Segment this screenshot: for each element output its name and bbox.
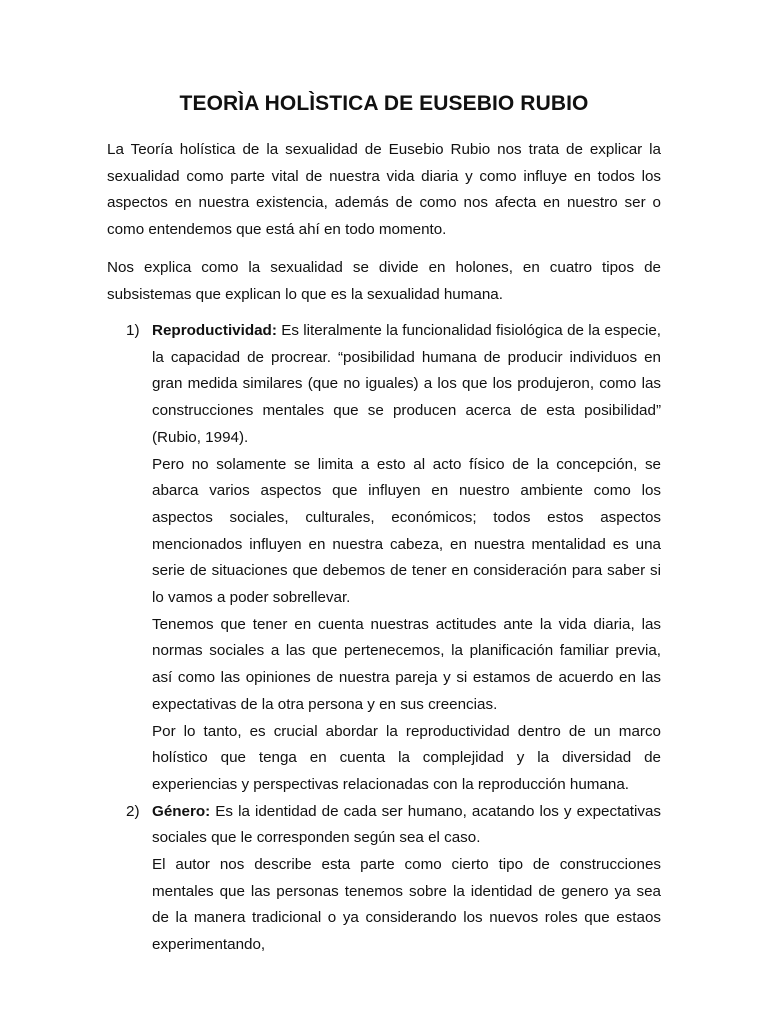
intro-paragraph-2: Nos explica como la sexualidad se divide en holones, en cuatro tipos de subsistemas que explican lo que es la sexualidad humana. <box>107 259 661 303</box>
list-item-lead: Género: <box>152 802 211 820</box>
list-item-number: 2) <box>126 802 140 820</box>
holones-list <box>0 318 768 959</box>
list-item-paragraph: Por lo tanto, es crucial abordar la reproductividad dentro de un marco holístico que tenga en cuenta la complejidad y la diversidad de experiencias y perspectivas relacionadas con la reproducción humana. <box>152 722 661 793</box>
intro-paragraph-1: La Teoría holística de la sexualidad de Eusebio Rubio nos trata de explicar la sexualidad como parte vital de nuestra vida diaria y como influye en todos los aspectos en nuestra existencia, además de como nos afecta en nuestro ser o como entendemos que está ahí en todo momento. <box>107 141 661 239</box>
list-item-content <box>152 799 661 959</box>
list-item-first-paragraph <box>152 318 661 452</box>
list-item-first-paragraph <box>152 799 661 852</box>
list-item-first-text: Es la identidad de cada ser humano, acatando los y expectativas sociales que le corresponden según sea el caso. <box>152 802 661 847</box>
list-item-genero <box>0 799 768 959</box>
list-item-content <box>152 318 661 799</box>
list-item-number: 1) <box>126 322 140 339</box>
list-item-paragraph: Pero no solamente se limita a esto al acto físico de la concepción, se abarca varios aspectos que influyen en nuestro ambiente como los aspectos sociales, culturales, económicos; todos estos aspectos mencionados influyen en nuestra cabeza, en nuestra mentalidad es una serie de situaciones que debemos de tener en consideración para saber si lo vamos a poder sobrellevar. <box>152 455 661 607</box>
list-item-reproductividad <box>0 318 768 799</box>
document-title: TEORÌA HOLÌSTICA DE EUSEBIO RUBIO <box>179 92 589 115</box>
list-item-first-text: Es literalmente la funcionalidad fisiológica de la especie, la capacidad de procrear. “posibilidad humana de producir individuos en gran medida similares (que no iguales) a los que los produjeron, como las construcciones mentales que se producen acerca de esta posibilidad” (Rubio, 1994). <box>152 322 661 446</box>
list-item-paragraph: Tenemos que tener en cuenta nuestras actitudes ante la vida diaria, las normas sociales a las que pertenecemos, la planificación familiar previa, así como las opiniones de nuestra pareja y si estamos de acuerdo en las expectativas de la otra persona y en sus creencias. <box>152 615 661 713</box>
list-item-lead: Reproductividad: <box>152 322 277 339</box>
list-item-paragraph: El autor nos describe esta parte como cierto tipo de construcciones mentales que las personas tenemos sobre la identidad de genero ya sea de la manera tradicional o ya considerando los nuevos roles que estaos experimentando, <box>152 856 661 954</box>
